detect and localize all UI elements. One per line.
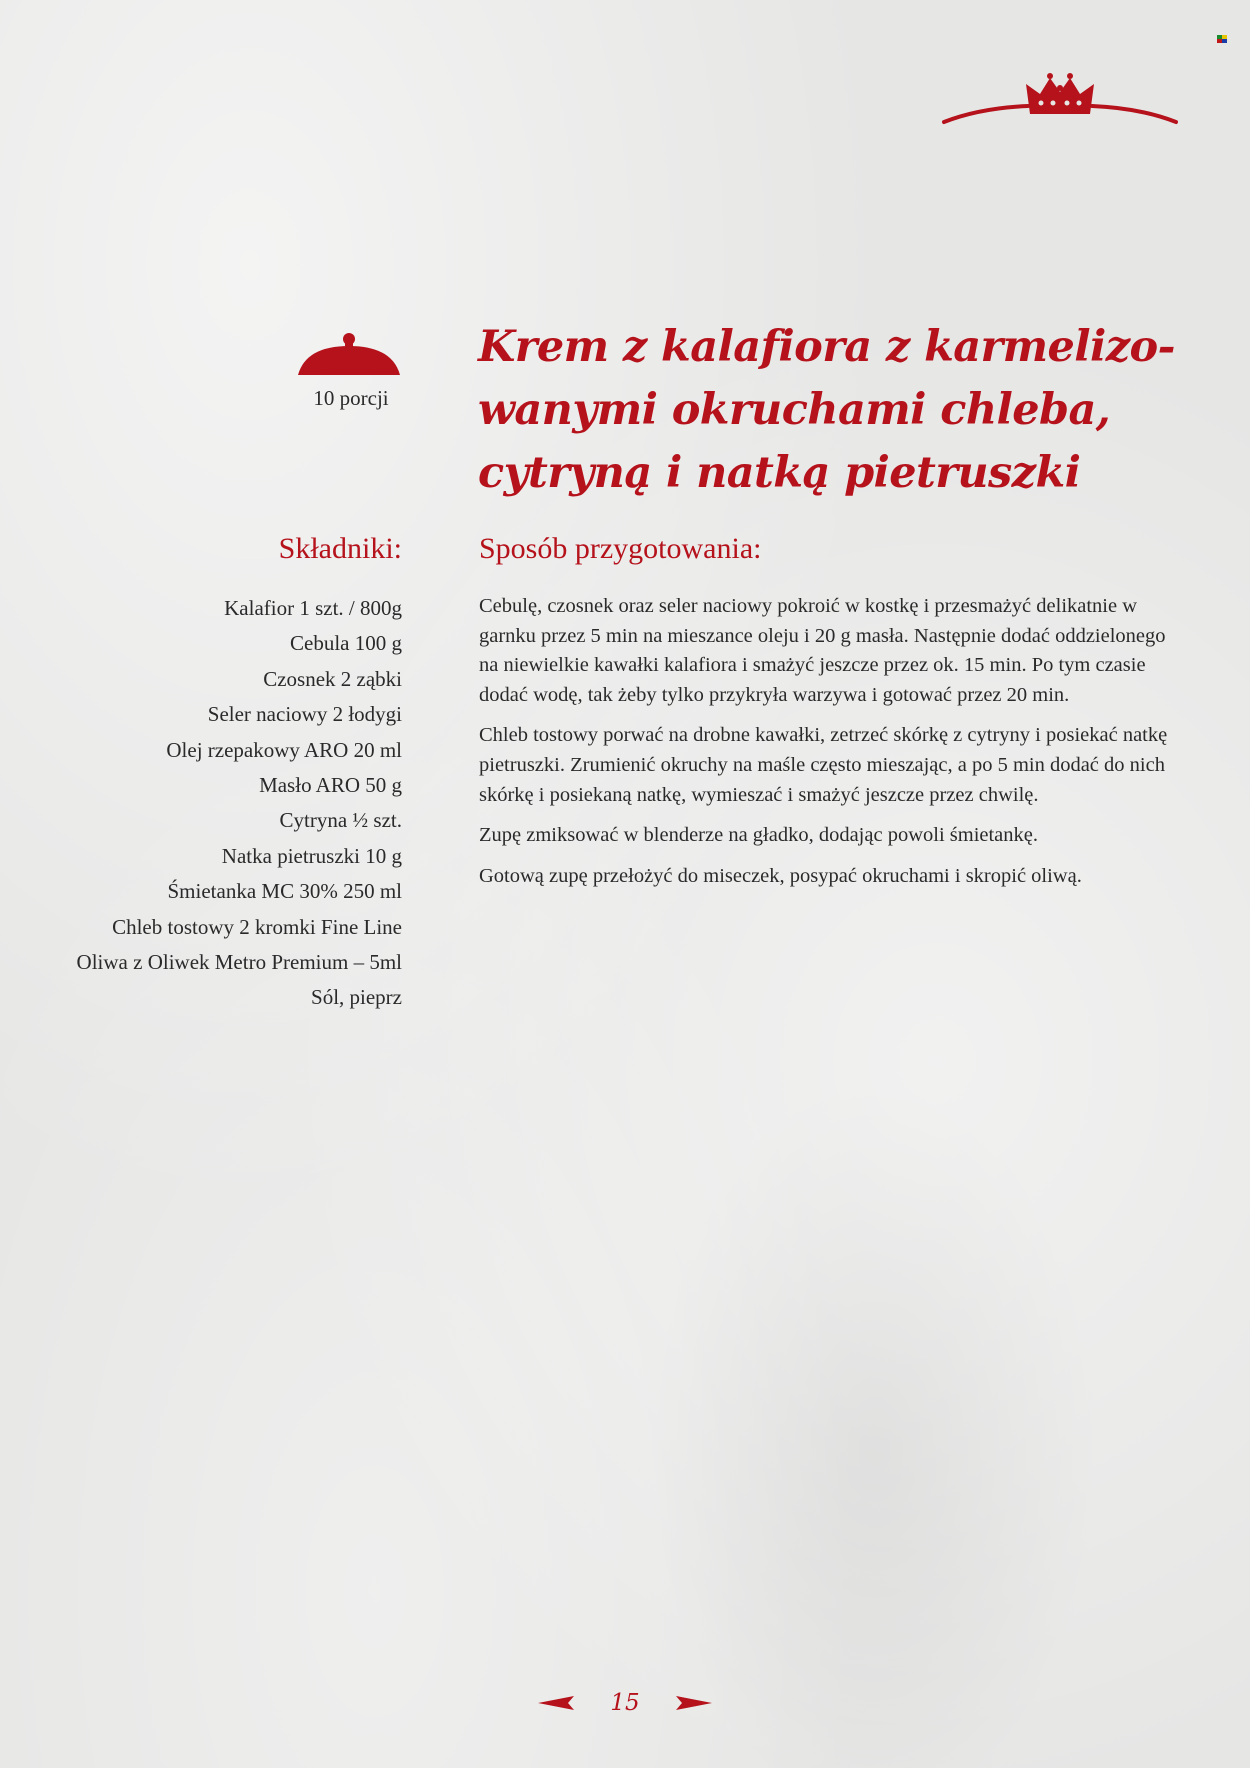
arrow-right-icon[interactable] bbox=[676, 1696, 712, 1710]
method-step: Chleb tostowy porwać na drobne kawałki, zetrzeć skórkę z cytryny i posiekać natkę pietruszki. Zrumienić okruchy na maśle często mieszając, a po 5 min dodać do nich skórkę i posiekaną natkę, wymieszać i smażyć jeszcze przez chwilę. bbox=[479, 724, 1168, 806]
pot-lid-icon bbox=[294, 332, 404, 380]
ingredient-item: Cytryna ½ szt. bbox=[279, 808, 402, 833]
recipe-title-line: Krem z kalafiora z karmelizo- bbox=[478, 322, 1175, 372]
ingredient-item: Śmietanka MC 30% 250 ml bbox=[167, 879, 402, 904]
ingredient-item: Olej rzepakowy ARO 20 ml bbox=[166, 737, 402, 762]
method-step: Gotową zupę przełożyć do miseczek, posypać okruchami i skropić oliwą. bbox=[479, 864, 1082, 887]
method-heading: Sposób przygotowania: bbox=[479, 532, 762, 565]
recipe-title-line: wanymi okruchami chleba, bbox=[478, 385, 1111, 435]
crown-icon bbox=[940, 70, 1180, 130]
ingredients-heading: Składniki: bbox=[278, 532, 402, 565]
method-step: Cebulę, czosnek oraz seler naciowy pokroić w kostkę i przesmażyć delikatnie w garnku przez 5 min na mieszance oleju i 20 g masła. Następnie dodać oddzielonego na niewielkie kawałki kalafiora i smażyć jeszcze przez ok. 15 min. Po tym czasie dodać wodę, tak żeby tylko przykryła warzywa i gotować przez 20 min. bbox=[479, 595, 1166, 706]
ingredient-item: Masło ARO 50 g bbox=[259, 773, 402, 798]
portions-label: 10 porcji bbox=[313, 386, 389, 410]
recipe-title-line: cytryną i natką pietruszki bbox=[478, 448, 1081, 498]
ingredient-item: Czosnek 2 ząbki bbox=[263, 666, 402, 691]
ingredient-item: Chleb tostowy 2 kromki Fine Line bbox=[112, 914, 402, 939]
ingredient-item: Natka pietruszki 10 g bbox=[221, 843, 402, 868]
method-steps bbox=[479, 592, 1179, 902]
ingredient-item: Kalafior 1 szt. / 800g bbox=[224, 596, 402, 620]
method-step: Zupę zmiksować w blenderze na gładko, dodając powoli śmietankę. bbox=[479, 824, 1039, 847]
ingredient-item: Seler naciowy 2 łodygi bbox=[207, 702, 402, 727]
ingredient-item: Sól, pieprz bbox=[311, 985, 402, 1010]
arrow-left-icon[interactable] bbox=[538, 1696, 574, 1710]
page-number: 15 bbox=[610, 1690, 640, 1716]
recipe-title bbox=[478, 316, 1178, 505]
ingredients-list bbox=[40, 591, 402, 1016]
page-navigation bbox=[538, 1686, 712, 1720]
ingredient-item: Oliwa z Oliwek Metro Premium – 5ml bbox=[76, 950, 402, 975]
ingredient-item: Cebula 100 g bbox=[290, 631, 402, 656]
color-mark-icon bbox=[1217, 35, 1227, 43]
